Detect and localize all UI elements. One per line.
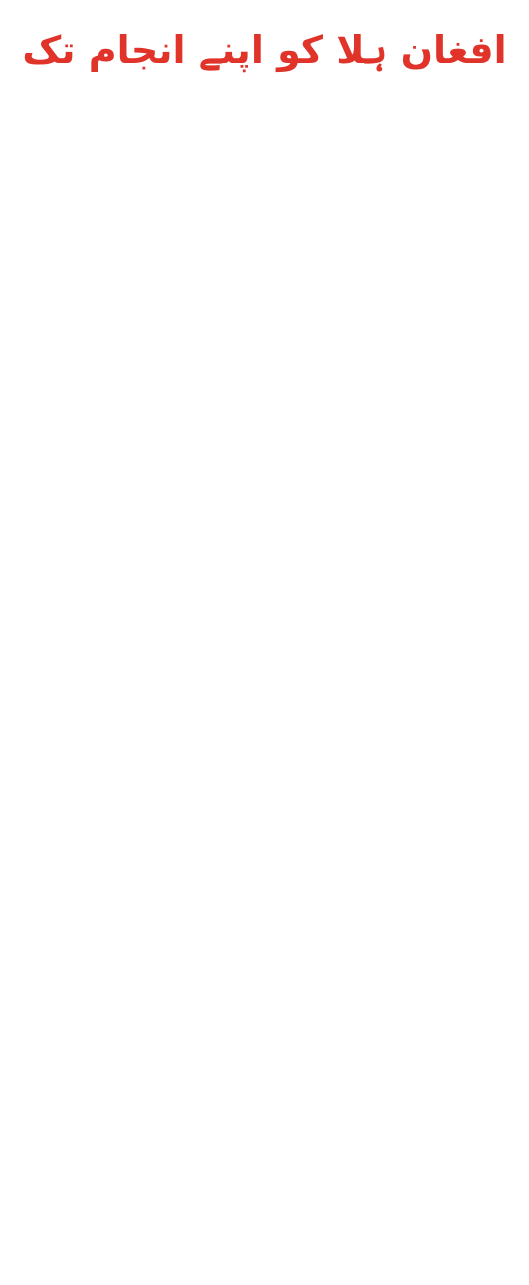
paragraph-line xyxy=(12,645,517,665)
paragraph-line xyxy=(12,1252,517,1272)
paragraph-line xyxy=(12,1185,517,1205)
paragraph-line xyxy=(12,912,517,932)
paragraph-line xyxy=(12,712,517,732)
paragraph-line xyxy=(12,778,517,798)
paragraph-line xyxy=(12,240,517,260)
paragraph-line xyxy=(12,374,517,394)
paragraph-line xyxy=(12,507,517,527)
paragraph-line xyxy=(12,611,517,631)
paragraph-line xyxy=(12,1085,517,1105)
paragraph-line xyxy=(12,407,517,427)
article-paragraph-1 xyxy=(12,140,517,607)
paragraph-line xyxy=(12,207,517,227)
paragraph-line xyxy=(12,1018,517,1038)
paragraph-line xyxy=(12,812,517,832)
paragraph-line xyxy=(12,541,517,561)
paragraph-line xyxy=(12,340,517,360)
paragraph-line xyxy=(12,845,517,865)
article-paragraph-3 xyxy=(12,1018,517,1285)
paragraph-line xyxy=(12,140,517,160)
paragraph-line xyxy=(12,474,517,494)
article-headline: افغان ہلا کو اپنے انجام تک xyxy=(22,28,507,72)
paragraph-line xyxy=(12,1051,517,1071)
paragraph-line xyxy=(12,745,517,765)
paragraph-line xyxy=(12,441,517,461)
paragraph-line xyxy=(12,979,517,999)
paragraph-line xyxy=(12,1118,517,1138)
paragraph-line xyxy=(12,274,517,294)
paragraph-line xyxy=(12,1152,517,1172)
paragraph-line xyxy=(12,879,517,899)
paragraph-line xyxy=(12,678,517,698)
paragraph-line xyxy=(12,578,517,598)
article-byline xyxy=(150,88,379,110)
paragraph-line xyxy=(12,945,517,965)
paragraph-line xyxy=(12,173,517,193)
paragraph-line xyxy=(12,1218,517,1238)
article-paragraph-2 xyxy=(12,578,517,1045)
paragraph-line xyxy=(12,307,517,327)
